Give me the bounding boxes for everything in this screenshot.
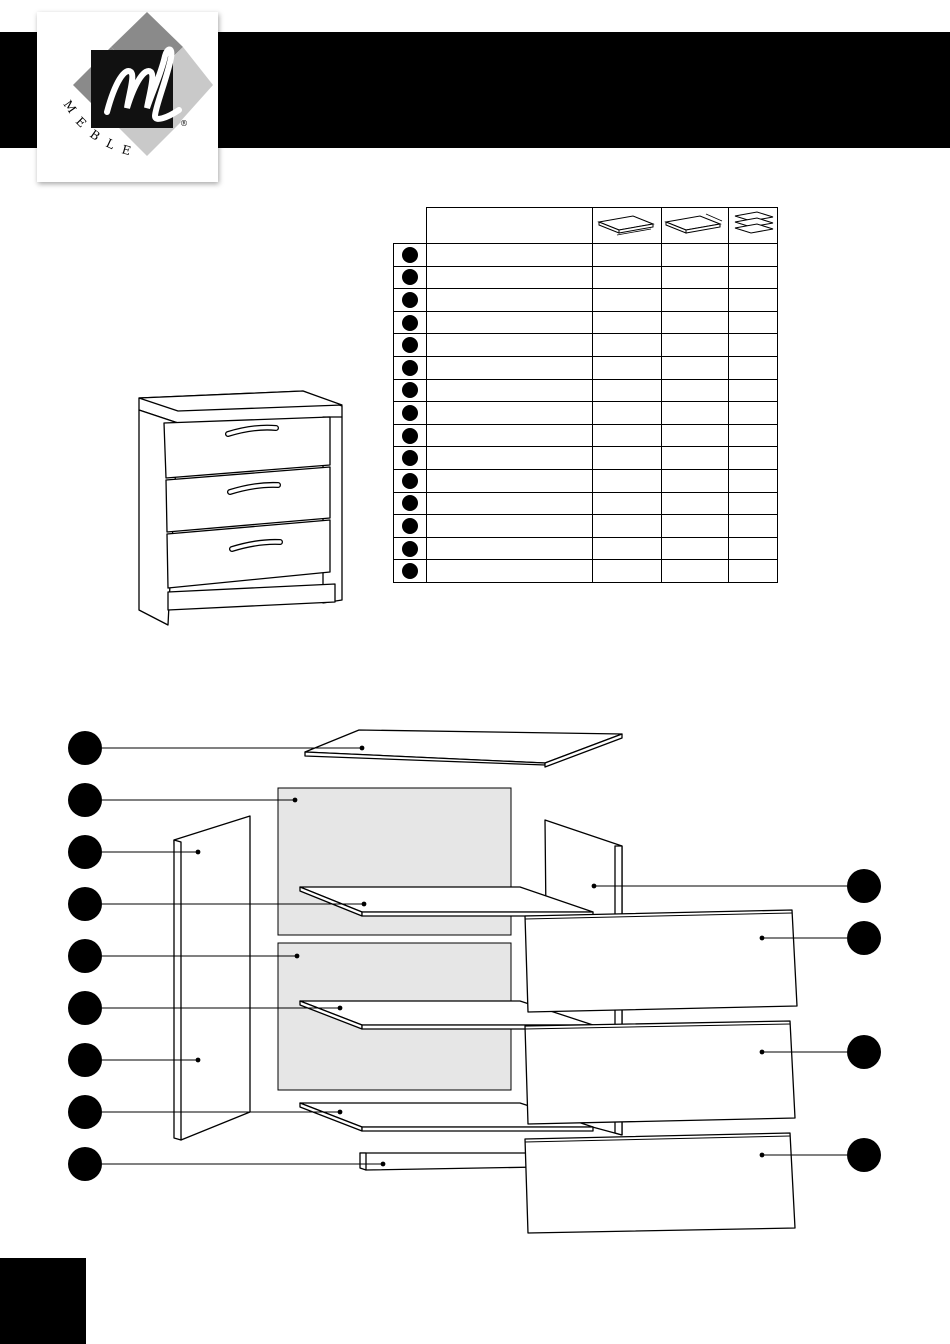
callout-right-4 xyxy=(847,1138,881,1172)
plinth-rail xyxy=(360,1153,540,1170)
svg-text:L: L xyxy=(103,136,117,153)
callout-left-7 xyxy=(68,1043,102,1077)
callout-left-5 xyxy=(68,939,102,973)
drawer-front-1 xyxy=(525,910,797,1012)
callout-left-3 xyxy=(68,835,102,869)
callout-left-1 xyxy=(68,731,102,765)
chest-preview xyxy=(139,391,342,625)
callout-left-6 xyxy=(68,991,102,1025)
callout-right-3 xyxy=(847,1035,881,1069)
callout-left-8 xyxy=(68,1095,102,1129)
callout-left-9 xyxy=(68,1147,102,1181)
callout-left-4 xyxy=(68,887,102,921)
left-side-panel xyxy=(174,816,250,1140)
svg-text:E: E xyxy=(72,114,89,131)
callout-right-1 xyxy=(847,869,881,903)
callout-left-2 xyxy=(68,783,102,817)
callout-right-2 xyxy=(847,921,881,955)
page-number-block xyxy=(0,1258,86,1344)
svg-text:M: M xyxy=(60,97,80,116)
drawer-front-3 xyxy=(525,1133,795,1233)
svg-text:B: B xyxy=(87,126,103,144)
svg-text:E: E xyxy=(120,142,133,159)
drawer-front-2 xyxy=(525,1021,795,1124)
registered-mark: ® xyxy=(180,119,188,128)
